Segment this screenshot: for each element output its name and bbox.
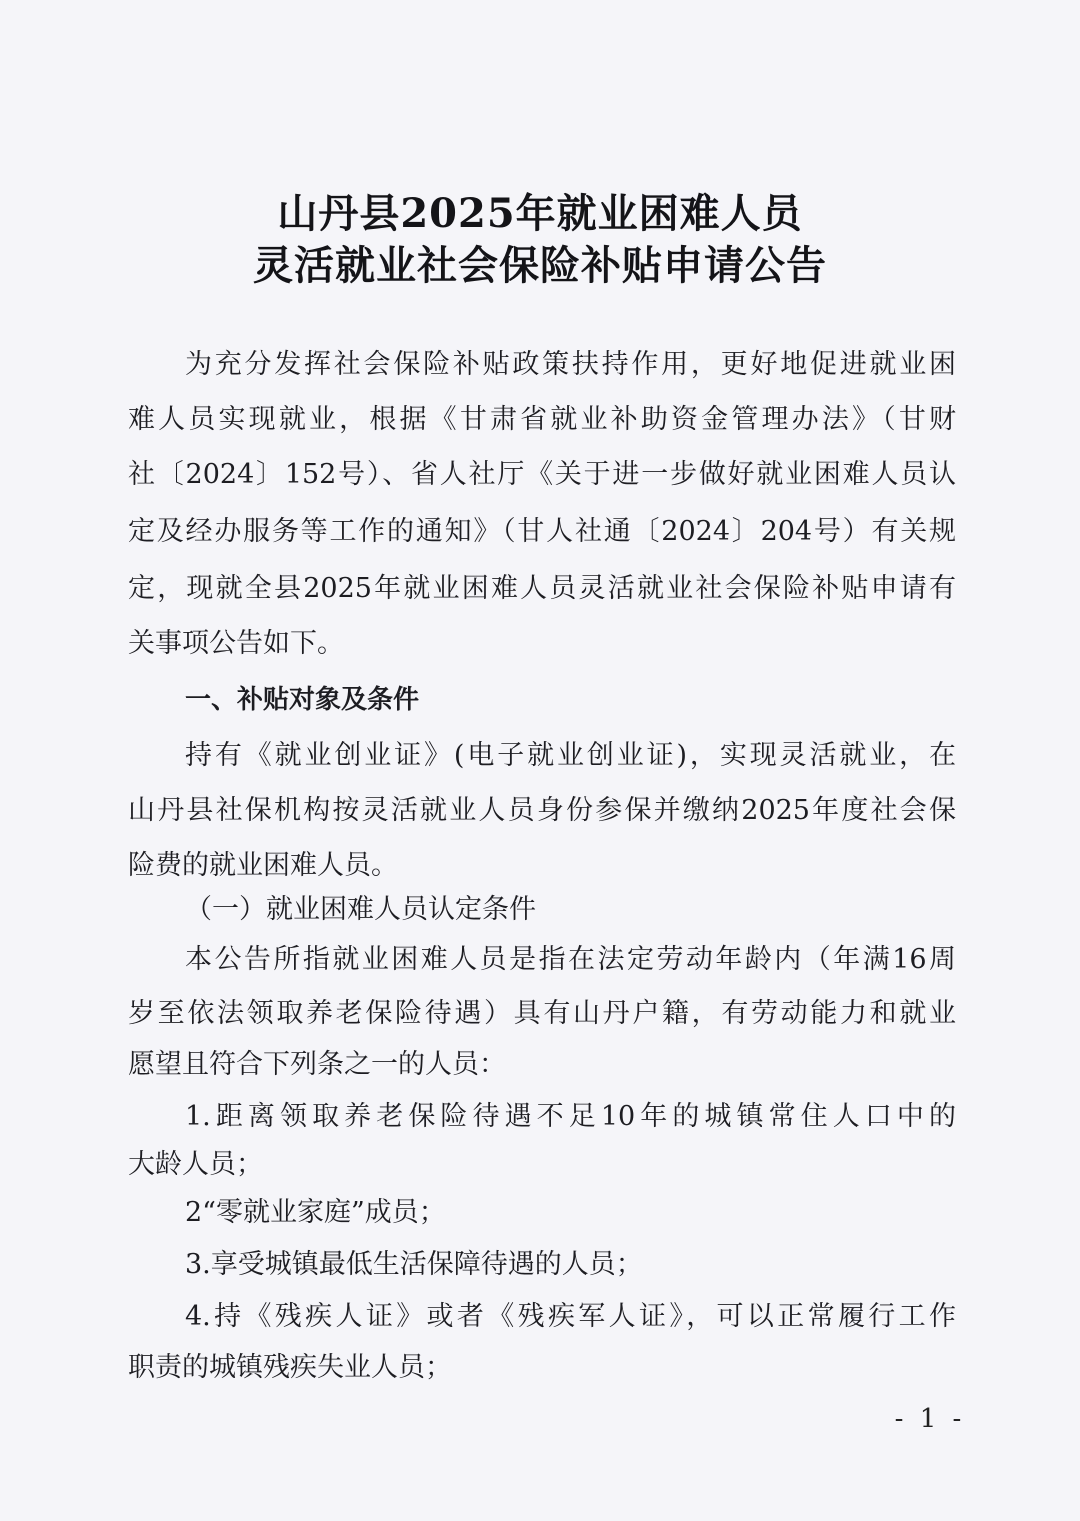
section-heading-1: 一、补贴对象及条件 [185,685,420,715]
paragraph-definition-line-1: 本公告所指就业困难人员是指在法定劳动年龄内（年满16周 [185,944,956,975]
paragraph-eligibility-line-1: 持有《就业创业证》(电子就业创业证)，实现灵活就业，在 [185,740,956,771]
paragraph-eligibility-line-2: 山丹县社保机构按灵活就业人员身份参保并缴纳2025年度社会保 [128,795,956,826]
document-title-line-2: 灵活就业社会保险补贴申请公告 [253,242,827,289]
list-item-4-line-2: 职责的城镇残疾失业人员； [128,1352,452,1383]
paragraph-intro-line-4: 定及经办服务等工作的通知》（甘人社通〔2024〕204号）有关规 [128,516,956,547]
list-item-1-line-2: 大龄人员； [128,1149,263,1180]
paragraph-intro-line-3: 社〔2024〕152号）、省人社厅《关于进一步做好就业困难人员认 [128,459,956,490]
paragraph-definition-line-2: 岁至依法领取养老保险待遇）具有山丹户籍，有劳动能力和就业 [128,998,956,1029]
page-number: - 1 - [894,1404,966,1434]
list-item-1-line-1: 1.距离领取养老保险待遇不足10年的城镇常住人口中的 [185,1101,956,1132]
paragraph-definition-line-3: 愿望且符合下列条之一的人员： [128,1049,506,1080]
subsection-heading-1: （一）就业困难人员认定条件 [185,894,536,925]
document-title-line-1: 山丹县2025年就业困难人员 [277,190,803,237]
paragraph-intro-line-6: 关事项公告如下。 [128,628,344,659]
list-item-2: 2“零就业家庭”成员； [185,1197,446,1228]
list-item-3: 3.享受城镇最低生活保障待遇的人员； [185,1249,643,1280]
paragraph-intro-line-2: 难人员实现就业，根据《甘肃省就业补助资金管理办法》（甘财 [128,404,956,435]
paragraph-eligibility-line-3: 险费的就业困难人员。 [128,850,398,881]
list-item-4-line-1: 4.持《残疾人证》或者《残疾军人证》，可以正常履行工作 [185,1301,956,1332]
paragraph-intro-line-1: 为充分发挥社会保险补贴政策扶持作用，更好地促进就业困 [185,349,956,380]
paragraph-intro-line-5: 定，现就全县2025年就业困难人员灵活就业社会保险补贴申请有 [128,573,956,604]
